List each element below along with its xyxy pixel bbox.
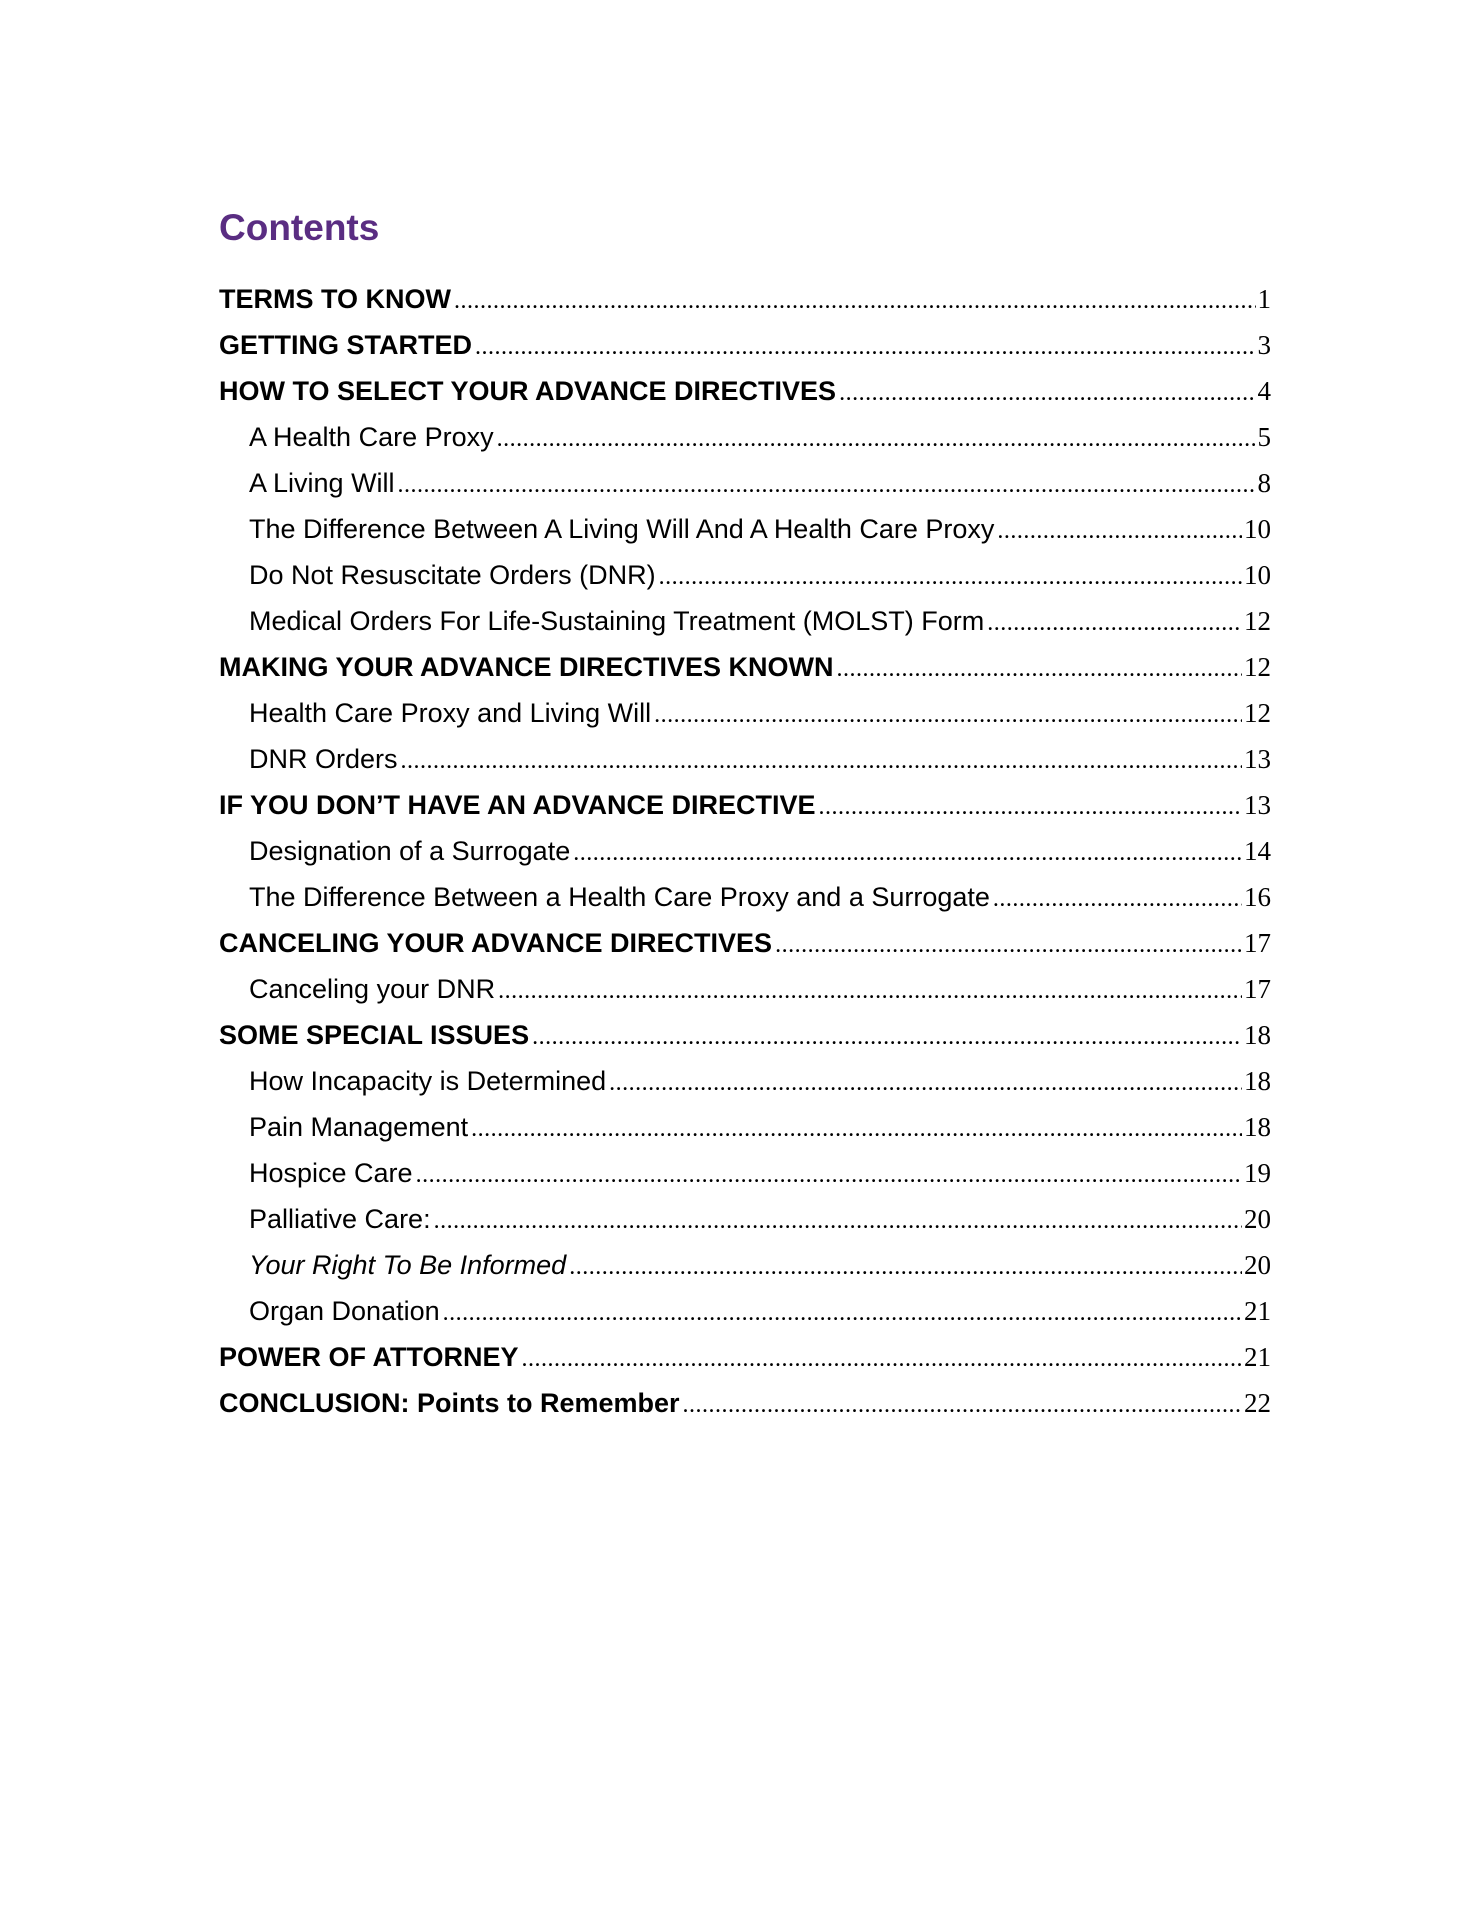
toc-dot-leader	[609, 1060, 1242, 1104]
toc-page-number: 19	[1244, 1158, 1271, 1188]
toc-entry-link[interactable]	[219, 920, 1271, 966]
toc-entry-label: Hospice Care	[249, 1158, 413, 1188]
toc-page-number: 3	[1257, 330, 1271, 360]
toc-page-number: 14	[1244, 836, 1271, 866]
toc-list-item	[219, 322, 1271, 368]
toc-entry-label: GETTING STARTED	[219, 330, 472, 360]
toc-list-item	[219, 782, 1271, 828]
toc-entry-link[interactable]	[219, 552, 1271, 598]
toc-dot-leader	[683, 1382, 1242, 1426]
toc-page-number: 18	[1244, 1020, 1271, 1050]
toc-list-item	[219, 690, 1271, 736]
table-of-contents	[219, 276, 1271, 1426]
toc-entry-label: Designation of a Surrogate	[249, 836, 571, 866]
toc-dot-leader	[654, 692, 1242, 736]
toc-list-item	[219, 276, 1271, 322]
toc-dot-leader	[498, 968, 1242, 1012]
toc-dot-leader	[522, 1336, 1242, 1380]
toc-dot-leader	[573, 830, 1242, 874]
toc-entry-link[interactable]	[219, 966, 1271, 1012]
toc-entry-link[interactable]	[219, 1012, 1271, 1058]
toc-page-number: 21	[1244, 1342, 1271, 1372]
toc-page-number: 12	[1244, 698, 1271, 728]
toc-entry-label: How Incapacity is Determined	[249, 1066, 607, 1096]
toc-entry-link[interactable]	[219, 874, 1271, 920]
toc-list-item	[219, 828, 1271, 874]
toc-page-number: 17	[1244, 974, 1271, 1004]
toc-dot-leader	[434, 1198, 1242, 1242]
toc-list-item	[219, 368, 1271, 414]
toc-entry-link[interactable]	[219, 736, 1271, 782]
toc-heading: Contents	[219, 207, 380, 248]
toc-page-number: 8	[1257, 468, 1271, 498]
toc-dot-leader	[659, 554, 1242, 598]
toc-entry-link[interactable]	[219, 368, 1271, 414]
toc-dot-leader	[987, 600, 1242, 644]
toc-page-number: 10	[1244, 514, 1271, 544]
document-page	[219, 196, 1271, 1426]
toc-list-item	[219, 966, 1271, 1012]
toc-dot-leader	[569, 1244, 1242, 1288]
toc-entry-link[interactable]	[219, 1196, 1271, 1242]
toc-entry-label: CANCELING YOUR ADVANCE DIRECTIVES	[219, 928, 773, 958]
toc-entry-label: HOW TO SELECT YOUR ADVANCE DIRECTIVES	[219, 376, 837, 406]
toc-entry-link[interactable]	[219, 1334, 1271, 1380]
toc-list-item	[219, 1196, 1271, 1242]
toc-list-item	[219, 920, 1271, 966]
toc-entry-link[interactable]	[219, 414, 1271, 460]
toc-entry-label: IF YOU DON’T HAVE AN ADVANCE DIRECTIVE	[219, 790, 816, 820]
toc-entry-link[interactable]	[219, 460, 1271, 506]
toc-dot-leader	[471, 1106, 1242, 1150]
toc-list-item	[219, 552, 1271, 598]
toc-dot-leader	[497, 416, 1256, 460]
toc-dot-leader	[837, 646, 1242, 690]
toc-entry-label: A Health Care Proxy	[249, 422, 494, 452]
toc-entry-label: The Difference Between a Health Care Proxy and a Surrogate	[249, 882, 990, 912]
toc-list-item	[219, 1012, 1271, 1058]
toc-entry-link[interactable]	[219, 690, 1271, 736]
toc-entry-link[interactable]	[219, 782, 1271, 828]
toc-entry-link[interactable]	[219, 1288, 1271, 1334]
toc-dot-leader	[839, 370, 1255, 414]
toc-entry-link[interactable]	[219, 828, 1271, 874]
toc-dot-leader	[475, 324, 1256, 368]
toc-entry-label: TERMS TO KNOW	[219, 284, 451, 314]
toc-entry-link[interactable]	[219, 276, 1271, 322]
toc-list-item	[219, 506, 1271, 552]
toc-entry-link[interactable]	[219, 1380, 1271, 1426]
toc-list-item	[219, 1380, 1271, 1426]
toc-dot-leader	[454, 278, 1256, 322]
toc-list-item	[219, 1334, 1271, 1380]
toc-entry-link[interactable]	[219, 322, 1271, 368]
toc-entry-label: MAKING YOUR ADVANCE DIRECTIVES KNOWN	[219, 652, 834, 682]
toc-entry-label: DNR Orders	[249, 744, 398, 774]
toc-entry-link[interactable]	[219, 598, 1271, 644]
toc-page-number: 4	[1257, 376, 1271, 406]
toc-dot-leader	[819, 784, 1242, 828]
toc-entry-label: Your Right To Be Informed	[249, 1250, 567, 1280]
toc-entry-link[interactable]	[219, 506, 1271, 552]
toc-entry-label: Palliative Care:	[249, 1204, 431, 1234]
toc-dot-leader	[443, 1290, 1242, 1334]
toc-page-number: 20	[1244, 1204, 1271, 1234]
toc-page-number: 21	[1244, 1296, 1271, 1326]
toc-dot-leader	[416, 1152, 1242, 1196]
toc-dot-leader	[775, 922, 1242, 966]
toc-entry-label: Organ Donation	[249, 1296, 440, 1326]
toc-entry-label: Do Not Resuscitate Orders (DNR)	[249, 560, 656, 590]
toc-list-item	[219, 736, 1271, 782]
toc-list-item	[219, 1150, 1271, 1196]
toc-list-item	[219, 460, 1271, 506]
toc-entry-label: The Difference Between A Living Will And A Health Care Proxy	[249, 514, 995, 544]
toc-page-number: 1	[1257, 284, 1271, 314]
toc-list-item	[219, 414, 1271, 460]
toc-page-number: 12	[1244, 652, 1271, 682]
toc-list-item	[219, 1058, 1271, 1104]
toc-entry-label: CONCLUSION: Points to Remember	[219, 1388, 680, 1418]
toc-entry-label: Health Care Proxy and Living Will	[249, 698, 652, 728]
toc-page-number: 22	[1244, 1388, 1271, 1418]
toc-entry-link[interactable]	[219, 1242, 1271, 1288]
toc-list-item	[219, 874, 1271, 920]
toc-list-item	[219, 1242, 1271, 1288]
toc-page-number: 18	[1244, 1112, 1271, 1142]
toc-list-item	[219, 1288, 1271, 1334]
toc-list-item	[219, 1104, 1271, 1150]
toc-page-number: 13	[1244, 790, 1271, 820]
toc-page-number: 20	[1244, 1250, 1271, 1280]
toc-list-item	[219, 598, 1271, 644]
toc-dot-leader	[532, 1014, 1242, 1058]
toc-entry-label: Canceling your DNR	[249, 974, 496, 1004]
toc-page-number: 16	[1244, 882, 1271, 912]
toc-entry-label: Pain Management	[249, 1112, 469, 1142]
toc-dot-leader	[993, 876, 1242, 920]
toc-entry-link[interactable]	[219, 1058, 1271, 1104]
toc-dot-leader	[401, 738, 1242, 782]
toc-dot-leader	[398, 462, 1256, 506]
toc-page-number: 12	[1244, 606, 1271, 636]
toc-entry-link[interactable]	[219, 644, 1271, 690]
toc-list-item	[219, 644, 1271, 690]
toc-entry-label: A Living Will	[249, 468, 395, 498]
toc-entry-label: POWER OF ATTORNEY	[219, 1342, 519, 1372]
toc-entry-label: Medical Orders For Life-Sustaining Treatment (MOLST) Form	[249, 606, 985, 636]
toc-entry-link[interactable]	[219, 1150, 1271, 1196]
toc-entry-label: SOME SPECIAL ISSUES	[219, 1020, 530, 1050]
toc-page-number: 10	[1244, 560, 1271, 590]
toc-dot-leader	[997, 508, 1242, 552]
toc-page-number: 17	[1244, 928, 1271, 958]
toc-page-number: 5	[1257, 422, 1271, 452]
toc-page-number: 13	[1244, 744, 1271, 774]
toc-entry-link[interactable]	[219, 1104, 1271, 1150]
toc-page-number: 18	[1244, 1066, 1271, 1096]
